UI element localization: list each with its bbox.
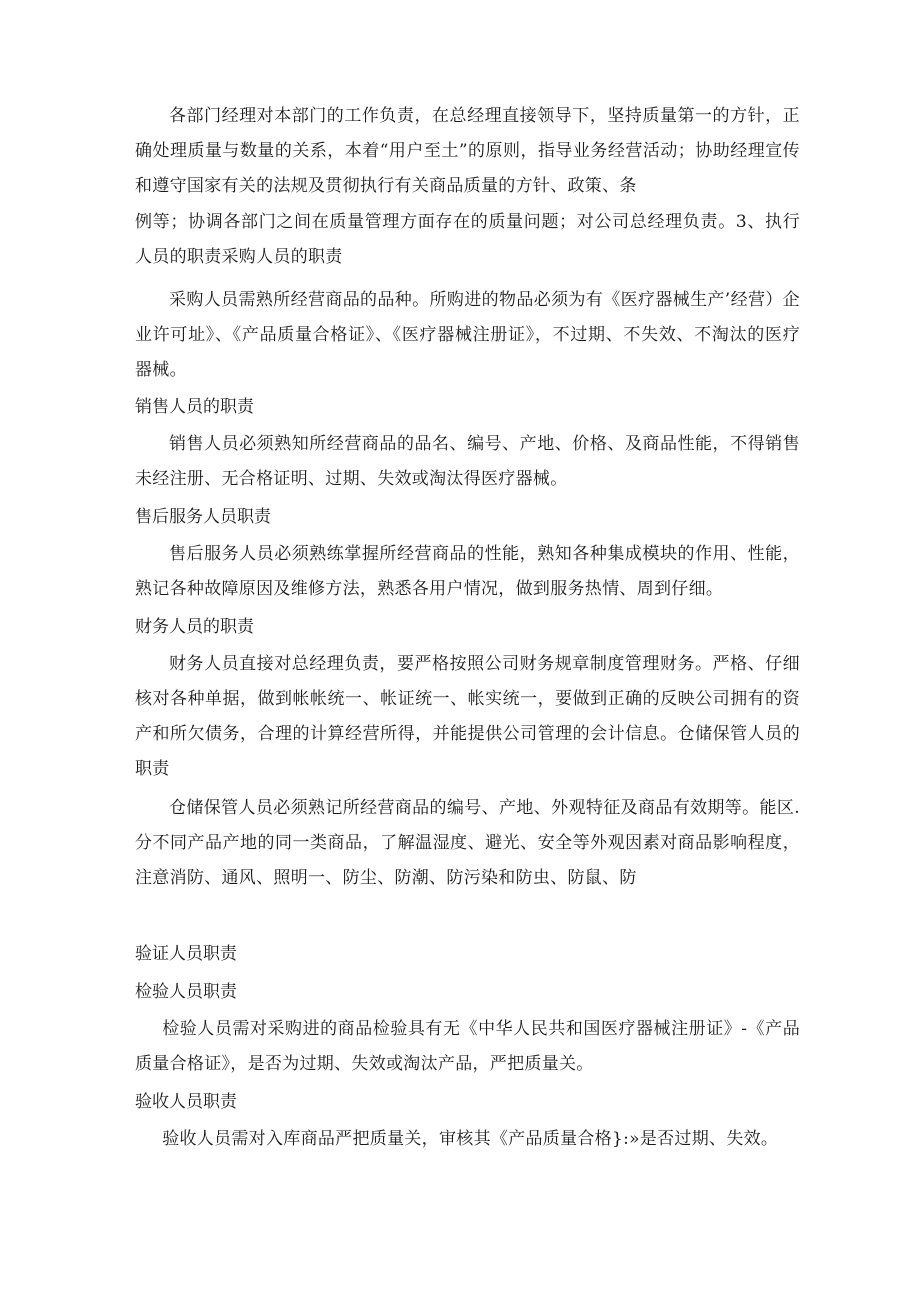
heading-verification: 验证人员职责 [135,944,237,964]
paragraph-after-sales: 售后服务人员必须熟练掌握所经营商品的性能，熟知各种集成模块的作用、性能，熟记各种故障原因及维修方法，熟悉各用户情况，做到服务热情、周到仔细。 [135,544,800,599]
paragraph-inspection: 检验人员需对采购进的商品检验具有无《中华人民共和国医疗器械注册证》-《产品质量合格证》，是否为过期、失效或淘汰产品，严把质量关。 [135,1019,800,1074]
heading-finance: 财务人员的职责 [135,617,254,637]
paragraph-acceptance: 验收人员需对入库商品严把质量关，审核其《产品质量合格}:»是否过期、失效。 [162,1129,779,1149]
paragraph-finance: 财务人员直接对总经理负责，要严格按照公司财务规章制度管理财务。严格、仔细核对各种单据，做到帐帐统一、帐证统一、帐实统一，要做到正确的反映公司拥有的资产和所欠债务，合理的计算经营所得，并能提供公司管理的会计信息。仓储保管人员的职责 [135,654,800,779]
paragraph-sales: 销售人员必须熟知所经营商品的品名、编号、产地、价格、及商品性能，不得销售未经注册、无合格证明、过期、失效或淘汰得医疗器械。 [135,434,800,489]
heading-inspection: 检验人员职责 [135,982,237,1002]
paragraph-purchasing: 采购人员需熟所经营商品的品种。所购进的物品必须为有《医疗器械生产’经营）企业许可址》、《产品质量合格证》、《医疗器械注册证》，不过期、不失效、不淘汰的医疗器械。 [135,290,800,380]
heading-after-sales: 售后服务人员职责 [135,507,271,527]
paragraph-warehouse: 仓储保管人员必须熟记所经营商品的编号、产地、外观特征及商品有效期等。能区.分不同产品产地的同一类商品，了解温湿度、避光、安全等外观因素对商品影响程度，注意消防、通风、照明一、防尘、防潮、防污染和防虫、防鼠、防 [135,798,800,888]
heading-acceptance: 验收人员职责 [135,1092,237,1112]
paragraph-managers: 各部门经理对本部门的工作负责，在总经理直接领导下，坚持质量第一的方针，正确处理质量与数量的关系，本着“用户至土”的原则，指导业务经营活动；协助经理宣传和遵守国家有关的法规及贯彻执行有关商品质量的方针、政策、条 [135,106,800,196]
heading-sales: 销售人员的职责 [135,397,254,417]
paragraph-managers-cont: 例等；协调各部门之间在质量管理方面存在的质量问题；对公司总经理负责。3、执行人员的职责采购人员的职责 [135,212,800,267]
